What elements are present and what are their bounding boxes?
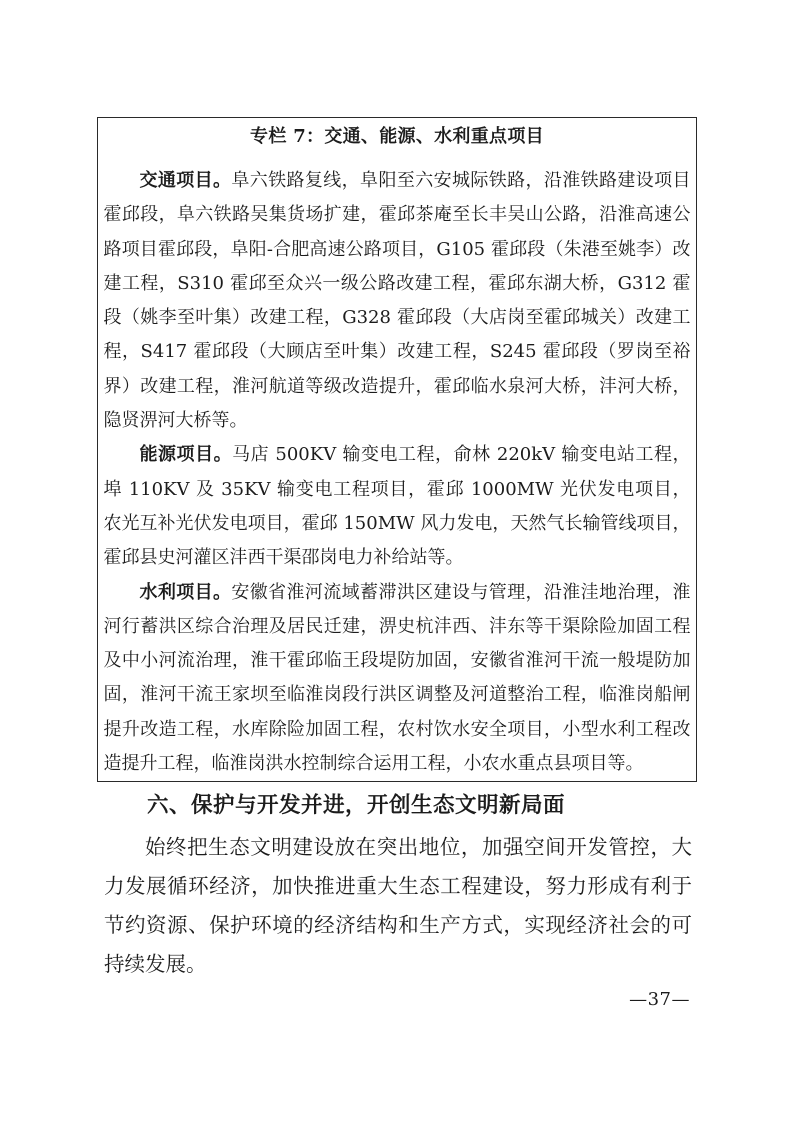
page-number: —37— [629, 989, 690, 1010]
paragraph-lead: 交通项目。 [139, 170, 232, 191]
column-title: 专栏 7：交通、能源、水利重点项目 [250, 126, 544, 147]
text-line: 霍邱县史河灌区沣西干渠邵岗电力补给站等。 [103, 547, 464, 569]
section-paragraph [104, 828, 692, 984]
energy-projects-paragraph [104, 438, 691, 575]
water-projects-paragraph [104, 576, 691, 782]
column-body [104, 164, 691, 781]
text-line-content: 安徽省淮河流域蓄滞洪区建设与管理，沿淮洼地治理，淮 [231, 581, 691, 603]
text-line: 农光互补光伏发电项目，霍邱 150MW 风力发电，天然气长输管线项目， [103, 512, 691, 534]
text-line: 固，淮河干流王家坝至临淮岗段行洪区调整及河道整治工程，临淮岗船闸 [103, 684, 691, 706]
paragraph-lead: 水利项目。 [139, 581, 232, 603]
text-line: 路项目霍邱段，阜阳-合肥高速公路项目，G105 霍邱段（朱港至姚李）改 [103, 238, 691, 260]
text-line: 及中小河流治理，淮干霍邱临王段堤防加固，安徽省淮河干流一般堤防加 [103, 650, 691, 672]
text-line: 建工程，S310 霍邱至众兴一级公路改建工程，霍邱东湖大桥，G312 霍 [103, 272, 691, 294]
text-line: 力发展循环经济，加快推进重大生态工程建设，努力形成有利于 [104, 874, 692, 898]
text-line: 界）改建工程，淮河航道等级改造提升，霍邱临水泉河大桥，沣河大桥， [103, 375, 691, 397]
text-line: 霍邱段，阜六铁路吴集货场扩建，霍邱茶庵至长丰吴山公路，沿淮高速公 [103, 204, 691, 226]
project-column-box [97, 117, 697, 782]
text-line: 隐贤淠河大桥等。 [103, 410, 248, 432]
text-line [104, 438, 691, 472]
paragraph-lead: 能源项目。 [139, 444, 233, 466]
text-line: 程，S417 霍邱段（大顾店至叶集）改建工程，S245 霍邱段（罗岗至裕 [103, 341, 691, 363]
text-line: 埠 110KV 及 35KV 输变电工程项目，霍邱 1000MW 光伏发电项目， [103, 478, 691, 500]
text-line: 节约资源、保护环境的经济结构和生产方式，实现经济社会的可 [104, 913, 692, 937]
text-line-content: 阜六铁路复线，阜阳至六安城际铁路，沿淮铁路建设项目 [231, 170, 691, 191]
text-line: 段（姚李至叶集）改建工程，G328 霍邱段（大店岗至霍邱城关）改建工 [103, 307, 691, 329]
text-line [104, 164, 691, 198]
text-line: 提升改造工程，水库除险加固工程，农村饮水安全项目，小型水利工程改 [103, 718, 691, 740]
text-line-content: 马店 500KV 输变电工程，俞林 220kV 输变电站工程， [232, 444, 691, 466]
text-line: 始终把生态文明建设放在突出地位，加强空间开发管控，大 [145, 835, 692, 859]
text-line [104, 576, 691, 610]
text-line: 河行蓄洪区综合治理及居民迁建，淠史杭沣西、沣东等干渠除险加固工程 [103, 615, 691, 637]
section-heading: 六、保护与开发并进，开创生态文明新局面 [147, 793, 566, 818]
text-line: 造提升工程，临淮岗洪水控制综合运用工程，小农水重点县项目等。 [103, 753, 644, 775]
transport-projects-paragraph [104, 164, 691, 438]
text-line: 持续发展。 [104, 952, 207, 976]
